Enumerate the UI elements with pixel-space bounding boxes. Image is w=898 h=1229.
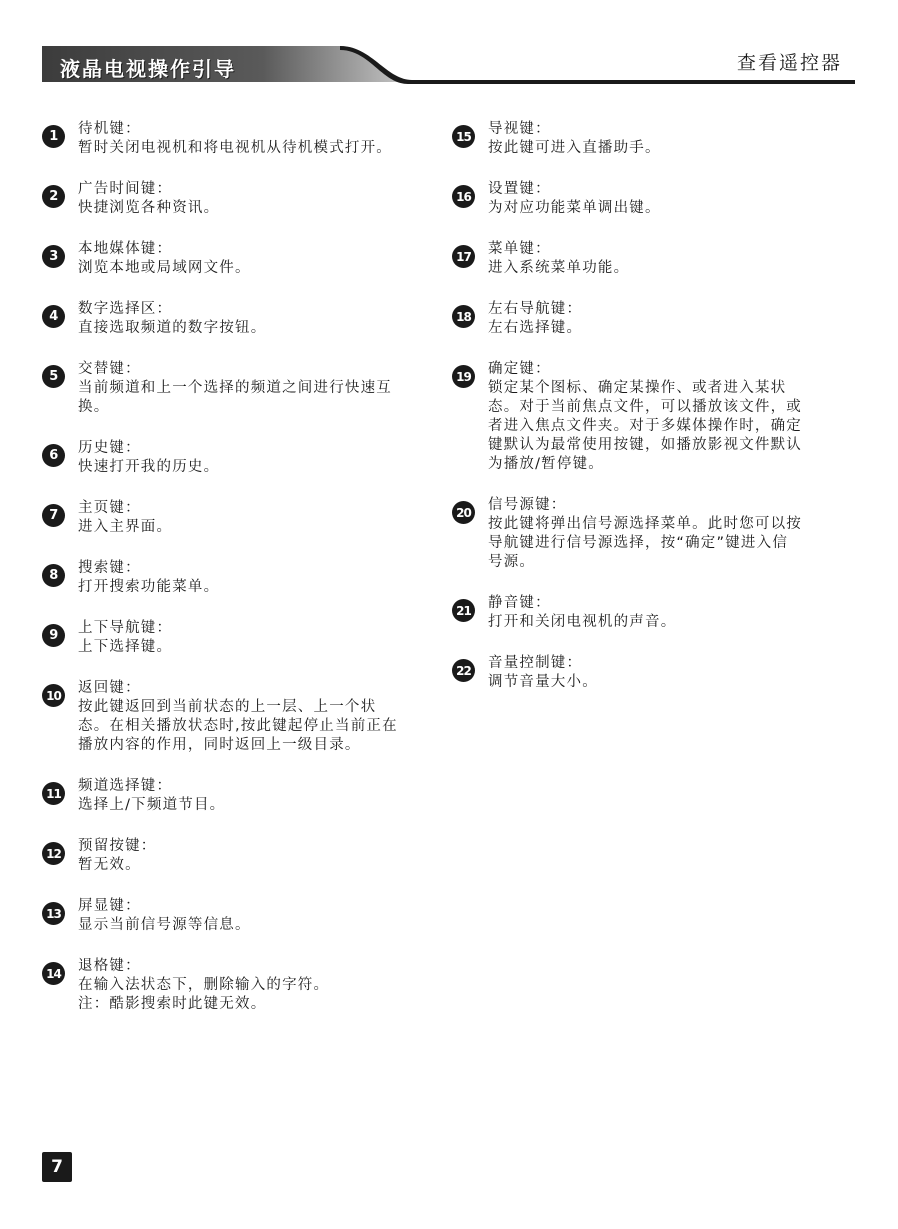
- list-item: [42, 120, 442, 158]
- item-desc: 进入系统菜单功能。: [488, 260, 630, 276]
- number-badge: 12: [42, 842, 65, 865]
- item-desc: 选择上/下频道节目。: [78, 797, 226, 813]
- item-title: 屏显键：: [78, 898, 141, 914]
- number-badge: 10: [42, 684, 65, 707]
- item-title: 导视键：: [488, 121, 551, 137]
- list-item: [42, 300, 442, 338]
- item-desc: 导航键进行信号源选择，按“确定”键进入信: [488, 535, 789, 551]
- list-item: [42, 619, 442, 657]
- item-desc: 态。在相关播放状态时,按此键起停止当前正在: [78, 718, 398, 734]
- number-badge: 13: [42, 902, 65, 925]
- list-item: [42, 360, 442, 417]
- list-item: [42, 837, 442, 875]
- list-item: [42, 559, 442, 597]
- number-badge: 4: [42, 305, 65, 328]
- number-badge: 11: [42, 782, 65, 805]
- item-title: 静音键：: [488, 595, 551, 611]
- item-desc: 者进入焦点文件夹。对于多媒体操作时，确定: [488, 418, 802, 434]
- item-title: 上下导航键：: [78, 620, 173, 636]
- list-item: [452, 654, 852, 692]
- list-item: [452, 594, 852, 632]
- number-badge: 8: [42, 564, 65, 587]
- item-desc: 左右选择键。: [488, 320, 583, 336]
- list-item: [42, 777, 442, 815]
- list-item: [42, 957, 442, 1014]
- item-title: 搜索键：: [78, 560, 141, 576]
- list-item: [452, 360, 852, 474]
- list-item: [452, 180, 852, 218]
- number-badge: 7: [42, 504, 65, 527]
- item-title: 数字选择区：: [78, 301, 173, 317]
- item-desc: 按此键将弹出信号源选择菜单。此时您可以按: [488, 516, 802, 532]
- item-title: 左右导航键：: [488, 301, 583, 317]
- number-badge: 1: [42, 125, 65, 148]
- item-desc: 为对应功能菜单调出键。: [488, 200, 661, 216]
- number-badge: 20: [452, 501, 475, 524]
- item-desc: 调节音量大小。: [488, 674, 598, 690]
- page-number: 7: [42, 1152, 72, 1182]
- item-title: 本地媒体键：: [78, 241, 173, 257]
- item-title: 确定键：: [488, 361, 551, 377]
- number-badge: 16: [452, 185, 475, 208]
- item-desc: 上下选择键。: [78, 639, 173, 655]
- item-desc: 浏览本地或局域网文件。: [78, 260, 251, 276]
- item-desc: 为播放/暂停键。: [488, 456, 604, 472]
- item-title: 广告时间键：: [78, 181, 173, 197]
- item-desc: 暂无效。: [78, 857, 141, 873]
- item-desc: 在输入法状态下，删除输入的字符。: [78, 977, 330, 993]
- item-title: 频道选择键：: [78, 778, 173, 794]
- number-badge: 2: [42, 185, 65, 208]
- item-desc: 打开搜索功能菜单。: [78, 579, 220, 595]
- item-desc: 当前频道和上一个选择的频道之间进行快速互: [78, 380, 392, 396]
- number-badge: 21: [452, 599, 475, 622]
- number-badge: 6: [42, 444, 65, 467]
- item-desc: 显示当前信号源等信息。: [78, 917, 251, 933]
- page-header: [0, 0, 898, 100]
- list-item: [452, 300, 852, 338]
- right-column: [452, 120, 852, 692]
- item-title: 待机键：: [78, 121, 141, 137]
- item-desc: 快速打开我的历史。: [78, 459, 220, 475]
- number-badge: 14: [42, 962, 65, 985]
- list-item: [42, 499, 442, 537]
- list-item: [42, 439, 442, 477]
- number-badge: 9: [42, 624, 65, 647]
- item-desc: 打开和关闭电视机的声音。: [488, 614, 677, 630]
- number-badge: 5: [42, 365, 65, 388]
- item-desc: 进入主界面。: [78, 519, 173, 535]
- number-badge: 3: [42, 245, 65, 268]
- header-section-label: 查看遥控器: [736, 52, 842, 74]
- item-title: 音量控制键：: [488, 655, 583, 671]
- item-desc: 态。对于当前焦点文件，可以播放该文件，或: [488, 399, 802, 415]
- list-item: [42, 897, 442, 935]
- item-title: 菜单键：: [488, 241, 551, 257]
- item-desc: 键默认为最常使用按键，如播放影视文件默认: [488, 437, 802, 453]
- number-badge: 17: [452, 245, 475, 268]
- item-desc: 播放内容的作用，同时返回上一级目录。: [78, 737, 361, 753]
- list-item: [42, 679, 442, 755]
- item-title: 信号源键：: [488, 497, 567, 513]
- header-title: 液晶电视操作引导: [60, 57, 236, 81]
- list-item: [452, 240, 852, 278]
- item-desc: 按此键可进入直播助手。: [488, 140, 661, 156]
- item-desc: 换。: [78, 399, 110, 415]
- item-title: 返回键：: [78, 680, 141, 696]
- item-title: 退格键：: [78, 958, 141, 974]
- item-title: 预留按键：: [78, 838, 157, 854]
- item-desc: 注：酷影搜索时此键无效。: [78, 996, 267, 1012]
- left-column: [42, 120, 442, 1014]
- item-desc: 快捷浏览各种资讯。: [78, 200, 220, 216]
- item-title: 设置键：: [488, 181, 551, 197]
- number-badge: 18: [452, 305, 475, 328]
- number-badge: 19: [452, 365, 475, 388]
- item-title: 主页键：: [78, 500, 141, 516]
- item-desc: 直接选取频道的数字按钮。: [78, 320, 267, 336]
- list-item: [452, 120, 852, 158]
- list-item: [42, 180, 442, 218]
- number-badge: 22: [452, 659, 475, 682]
- item-title: 交替键：: [78, 361, 141, 377]
- list-item: [42, 240, 442, 278]
- item-desc: 按此键返回到当前状态的上一层、上一个状: [78, 699, 377, 715]
- number-badge: 15: [452, 125, 475, 148]
- item-desc: 号源。: [488, 554, 536, 570]
- item-title: 历史键：: [78, 440, 141, 456]
- item-desc: 暂时关闭电视机和将电视机从待机模式打开。: [78, 140, 392, 156]
- item-desc: 锁定某个图标、确定某操作、或者进入某状: [488, 380, 787, 396]
- list-item: [452, 496, 852, 572]
